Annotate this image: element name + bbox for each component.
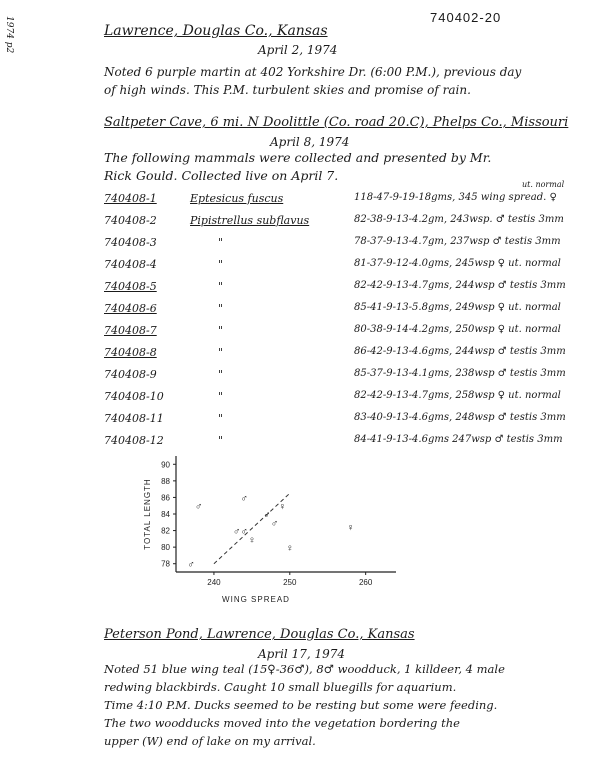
species: Eptesicus fuscus [190,192,284,205]
catalog-tag: 740402-20 [430,10,502,25]
entry2-line: Rick Gould. Collected live on April 7. [104,168,339,183]
catalog-number: 740408-4 [104,258,157,271]
catalog-number: 740408-10 [104,390,164,403]
y-tick-label: 84 [161,510,170,519]
catalog-number: 740408-12 [104,434,164,447]
catalog-number: 740408-3 [104,236,157,249]
catalog-number: 740408-6 [104,302,157,315]
measurements: 84-41-9-13-4.6gms 247wsp ♂ testis 3mm [354,434,563,445]
ditto-mark: " [218,258,224,271]
y-tick-label: 82 [161,526,170,536]
data-point: ♂ [187,559,195,571]
ditto-mark: " [218,346,224,359]
table-row [0,258,600,278]
annotation: ut. normal [522,180,565,189]
data-point: ♀ [286,543,294,555]
x-tick-label: 240 [207,578,221,587]
ditto-mark: " [218,324,224,337]
x-tick-label: 250 [283,578,297,587]
catalog-number: 740408-11 [104,412,164,425]
ditto-mark: " [218,280,224,293]
measurements: 85-41-9-13-5.8gms, 249wsp ♀ ut. normal [354,302,561,313]
data-point: ♂ [240,526,249,538]
measurements: 83-40-9-13-4.6gms, 248wsp ♂ testis 3mm [354,412,566,423]
entry2-line: The following mammals were collected and presented by Mr. [104,150,492,165]
catalog-number: 740408-5 [104,280,157,293]
entry2-date: April 8, 1974 [270,135,350,149]
y-tick-label: 86 [161,493,170,503]
catalog-number: 740408-1 [104,192,157,205]
y-tick-label: 80 [161,543,170,553]
entry3-date: April 17, 1974 [258,647,346,661]
ditto-mark: " [218,302,224,315]
scatter-chart [130,448,420,618]
entry1-line: of high winds. This P.M. turbulent skies and promise of rain. [104,83,471,97]
measurements: 78-37-9-13-4.7gm, 237wsp ♂ testis 3mm [354,236,561,247]
margin-note: 1974 p2 [4,16,14,54]
entry3-line: Noted 51 blue wing teal (15♀-36♂), 8♂ woodduck, 1 killdeer, 4 male [104,662,505,676]
y-tick-label: 90 [161,460,170,470]
ditto-mark: " [218,412,224,425]
entry3-line: Time 4:10 P.M. Ducks seemed to be resting but some were feeding. [104,698,498,712]
measurements: 82-42-9-13-4.7gms, 258wsp ♀ ut. normal [354,390,561,401]
x-axis-label: WING SPREAD [222,595,290,604]
measurements: 82-38-9-13-4.2gm, 243wsp. ♂ testis 3mm [354,214,564,225]
data-point: ♀ [248,534,256,546]
catalog-number: 740408-9 [104,368,157,381]
table-row [0,302,600,322]
entry3-line: upper (W) end of lake on my arrival. [104,734,316,748]
y-tick-label: 88 [161,476,170,486]
data-point: ♂ [270,518,279,530]
data-point: ♂ [263,510,271,521]
species: Pipistrellus subflavus [190,214,310,227]
data-point: ♂ [232,526,241,538]
entry2-location: Saltpeter Cave, 6 mi. N Doolittle (Co. road 20.C), Phelps Co., Missouri [104,115,569,130]
table-row [0,214,600,234]
table-row [0,412,600,432]
measurements: 86-42-9-13-4.6gms, 244wsp ♂ testis 3mm [354,346,566,357]
entry3-location: Peterson Pond, Lawrence, Douglas Co., Kansas [104,627,415,642]
table-row [0,368,600,388]
data-point: ♂ [195,501,203,513]
table-row [0,324,600,344]
entry1-date: April 2, 1974 [258,43,338,57]
catalog-number: 740408-2 [104,214,157,227]
ditto-mark: " [218,434,224,447]
y-axis-label: TOTAL LENGTH [143,478,152,550]
entry1-line: Noted 6 purple martin at 402 Yorkshire Dr. (6:00 P.M.), previous day [104,65,522,79]
ditto-mark: " [218,390,224,403]
x-tick-label: 260 [358,578,373,587]
measurements: 85-37-9-13-4.1gms, 238wsp ♂ testis 3mm [354,368,566,379]
catalog-number: 740408-7 [104,324,157,337]
catalog-number: 740408-8 [104,346,157,359]
measurements: 81-37-9-12-4.0gms, 245wsp ♀ ut. normal [354,258,561,269]
entry3-line: The two woodducks moved into the vegetation bordering the [104,716,460,730]
data-point: ♀ [278,501,286,513]
entry1-location: Lawrence, Douglas Co., Kansas [104,23,328,39]
table-row [0,346,600,366]
entry3-line: redwing blackbirds. Caught 10 small bluegills for aquarium. [104,680,457,694]
ditto-mark: " [218,236,224,249]
measurements: 82-42-9-13-4.7gms, 244wsp ♂ testis 3mm [354,280,566,291]
table-row [0,180,600,212]
ditto-mark: " [218,368,224,381]
measurements: 80-38-9-14-4.2gms, 250wsp ♀ ut. normal [354,324,561,335]
data-point: ♂ [240,493,249,505]
table-row [0,280,600,300]
y-tick-label: 78 [161,559,170,569]
table-row [0,236,600,256]
measurements: 118-47-9-19-18gms, 345 wing spread. ♀ [354,192,557,203]
table-row [0,390,600,410]
data-point: ♀ [346,522,355,534]
